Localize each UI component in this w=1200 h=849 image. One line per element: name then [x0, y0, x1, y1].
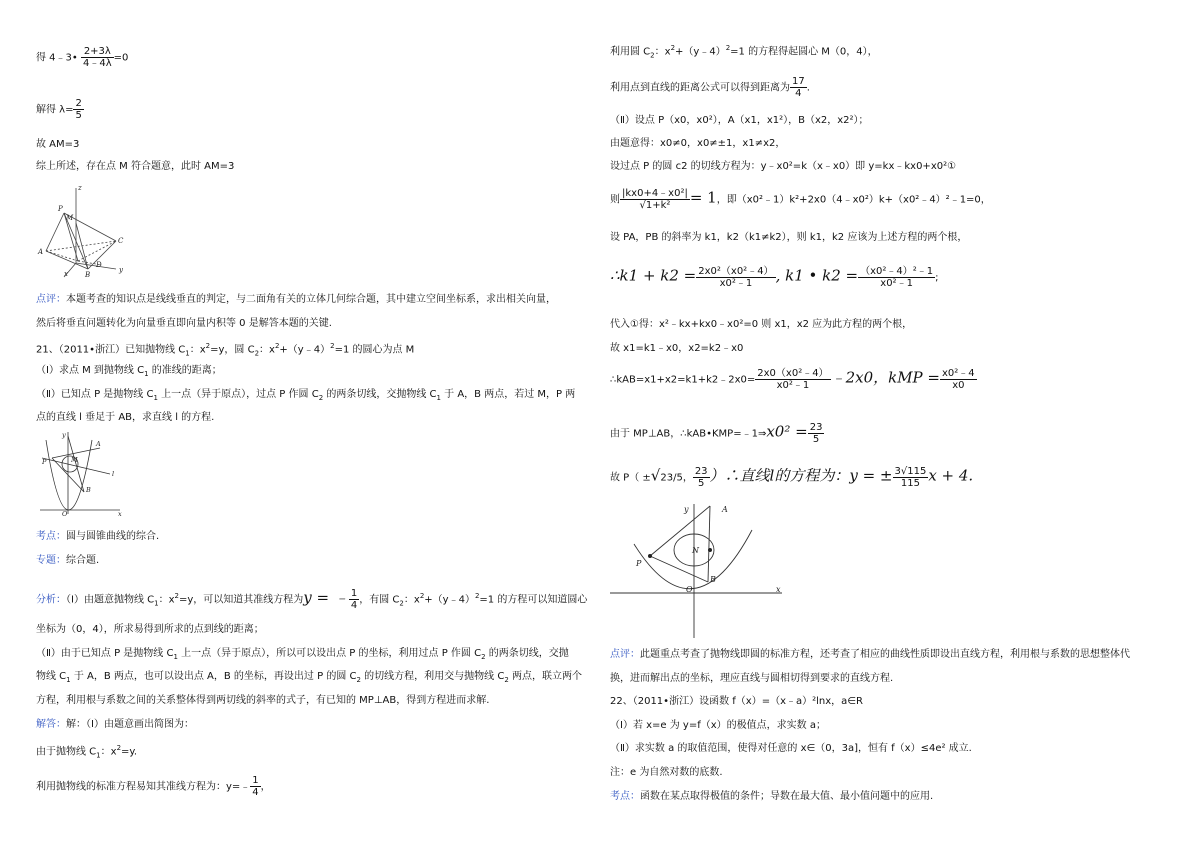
review-line-2: 换，进而解出点的坐标，理应直线与圆相切得到要求的直线方程.	[610, 673, 894, 684]
axis-label: y	[62, 431, 66, 439]
axis-label: x	[64, 270, 68, 278]
axis-label: z	[78, 184, 82, 192]
substitution-line: 代入①得：x²﹣kx+kx0﹣x0²=0 则 x1，x2 应为此方程的两个根，	[610, 319, 913, 330]
parabola-circle-figure-2	[610, 500, 790, 640]
point-label: B	[85, 271, 91, 278]
circle-center-line: 利用圆 $C_2$：$x^2+(y﹣4)^2=1$ 的方程得起圆心 M（0，4），	[610, 44, 878, 60]
origin-label: O	[62, 510, 68, 518]
analysis-line-5: 方程，利用根与系数之间的关系整体得到两切线的斜率的式子，有已知的 MP⊥AB，得到方程进而求解.	[36, 695, 490, 706]
origin-label: O	[686, 585, 693, 594]
points-setup-line: （Ⅱ）设点 P（x0，x0²），A（x1，x1²），B（x2，x2²）；	[610, 115, 869, 126]
question-21-part-2: （Ⅱ）已知点 P 是抛物线 $C_1$ 上一点（异于原点），过点 P 作圆 $C_2$ 的两条切线，交抛物线 $C_1$ 于 A，B 两点，若过 M，P 两	[36, 389, 576, 402]
question-21-part-2-cont: 点的直线 l 垂足于 AB，求直线 l 的方程.	[36, 412, 215, 423]
point-label: A	[38, 248, 44, 256]
tangent-equation-line: 设过点 P 的圆 c2 的切线方程为：y﹣x0²=k（x﹣x0）即 y=kx﹣kx0+x0²①	[610, 161, 957, 172]
point-label: P	[42, 458, 47, 466]
answer-line-2: 由于抛物线 $C_1$：$x^2=y$.	[36, 744, 138, 760]
vieta-line: ∴k1 + k2 = $\frac{\text{2x0²（x0²﹣4）}}{\text{x0²﹣1}}$ , k1 • k2 = $\frac{\text{（x0²﹣4）²﹣1}}{\text{x0²﹣1}}$ ;	[610, 266, 939, 289]
conditions-line: 由题意得：x0≠0，x0≠±1，x1≠x2，	[610, 138, 786, 149]
knowledge-point-22: 考点：函数在某点取得极值的条件；导数在最大值、最小值问题中的应用.	[610, 791, 934, 802]
axis-label: y	[119, 266, 123, 274]
roots-line: 故 x1=k1﹣x0，x2=k2﹣x0	[610, 343, 744, 354]
answer-line-3: 利用抛物线的标准方程易知其准线方程为：y=﹣ $\frac{1}{4}$ ，	[36, 775, 271, 798]
axis-label: x	[776, 585, 781, 594]
equation-line-1: 得 4﹣3• $\frac{2+3\lambda}{4﹣4\lambda}$ =0	[36, 46, 129, 69]
perpendicular-line: 由于 MP⊥AB，∴kAB•KMP=﹣1⇒x0² = $\frac{23}{5}$	[610, 422, 823, 445]
slope-ab-line: ∴kAB=x1+x2=k1+k2﹣2x0= $\frac{\text{2x0（x0²﹣4）}}{\text{x0²﹣1}}$ ﹣2x0，kMP = $\frac{\text{x0²﹣4}}{x0}$	[610, 368, 975, 391]
point-label: N	[692, 546, 699, 555]
point-label: A	[96, 440, 101, 448]
question-21-title: 21、（2011•浙江）已知抛物线 $C_1$：$x^2=y$，圆 $C_2$：$x^2+(y﹣4)^2=1$ 的圆心为点 M	[36, 342, 415, 358]
comment-line-2: 然后将垂直问题转化为向量垂直即向量内积等 0 是解答本题的关键.	[36, 318, 332, 329]
answer-line-1: 解答：解：（Ⅰ）由题意画出简图为：	[36, 719, 194, 730]
solve-lambda-line: 解得 λ= $\frac{2}{5}$	[36, 98, 82, 121]
topic-line: 专题：综合题.	[36, 555, 100, 566]
result-line: 故 P（ ±√23/5， $\frac{23}{5}$ ）∴直线l的方程为：y = ± $\frac{3√115}{115}$ x + 4.	[610, 466, 974, 489]
parabola-circle-figure	[40, 430, 124, 518]
analysis-line-4: 物线 $C_1$ 于 A，B 两点，也可以设出点 A，B 的坐标，再设出过 P 的圆 $C_2$ 的切线方程，利用交与抛物线 $C_2$ 两点，联立两个	[36, 671, 582, 684]
point-label: B	[86, 486, 91, 494]
question-22-part-2: （Ⅱ）求实数 a 的取值范围，使得对任意的 x∈（0，3a]，恒有 f（x）≤4e² 成立.	[610, 743, 972, 754]
question-21-part-1: （Ⅰ）求点 M 到抛物线 $C_1$ 的准线的距离；	[36, 365, 222, 378]
point-label: B	[710, 575, 716, 584]
point-label: A	[722, 505, 728, 514]
point-label: C	[118, 237, 124, 245]
review-line-1: 点评：此题重点考查了抛物线即圆的标准方程，还考查了相应的曲线性质即设出直线方程，利用根与系数的思想整体代	[610, 649, 1130, 660]
conclusion-line: 综上所述，存在点 M 符合题意，此时 AM=3	[36, 161, 235, 172]
point-label: M	[71, 456, 78, 464]
analysis-line-1: 分析：（Ⅰ）由题意抛物线 $C_1$：$x^2=y$，可以知道其准线方程为y = ﹣ $\frac{1}{4}$ ，有圆 $C_2$：$x^2+(y﹣4)^2=1$ 的方程可以知道圆心	[36, 588, 588, 611]
point-label: M	[66, 214, 74, 222]
comment-line-1: 点评：本题考查的知识点是线线垂直的判定，与二面角有关的立体几何综合题，其中建立空间坐标系，求出相关向量，	[36, 294, 556, 305]
pyramid-figure	[36, 183, 126, 278]
distance-line: 利用点到直线的距离公式可以得到距离为 $\frac{17}{4}$ .	[610, 76, 810, 99]
slopes-line: 设 PA，PB 的斜率为 k1，k2（k1≠k2），则 k1，k2 应该为上述方程的两个根，	[610, 232, 968, 243]
analysis-line-3: （Ⅱ）由于已知点 P 是抛物线 $C_1$ 上一点（异于原点），所以可以设出点 P 的坐标，利用过点 P 作圆 $C_2$ 的两条切线，交抛	[36, 648, 569, 661]
point-label: P	[58, 205, 63, 213]
point-label: D	[96, 261, 102, 269]
fraction: $\frac{2+3\lambda}{4﹣4\lambda}$	[83, 46, 112, 69]
distance-equation-line: 则 $\frac{\text{|kx0+4﹣x0²|}}{\text{√1+k²}}$ = 1，即（x0²﹣1）k²+2x0（4﹣x0²）k+（x0²﹣4）²﹣1=0，	[610, 188, 991, 211]
am-result-line: 故 AM=3	[36, 139, 80, 150]
line-label: l	[112, 470, 115, 478]
question-22-part-1: （Ⅰ）若 x=e 为 y=f（x）的极值点，求实数 a；	[610, 720, 826, 731]
point-label: P	[636, 559, 642, 568]
knowledge-point-line: 考点：圆与圆锥曲线的综合.	[36, 531, 160, 542]
analysis-line-2: 坐标为（0，4），所求易得到所求的点到线的距离；	[36, 624, 264, 635]
axis-label: x	[118, 510, 122, 518]
question-22-note: 注：e 为自然对数的底数.	[610, 767, 723, 778]
question-22-title: 22、（2011•浙江）设函数 f（x）=（x﹣a）²lnx，a∈R	[610, 696, 863, 707]
axis-label: y	[684, 505, 689, 514]
